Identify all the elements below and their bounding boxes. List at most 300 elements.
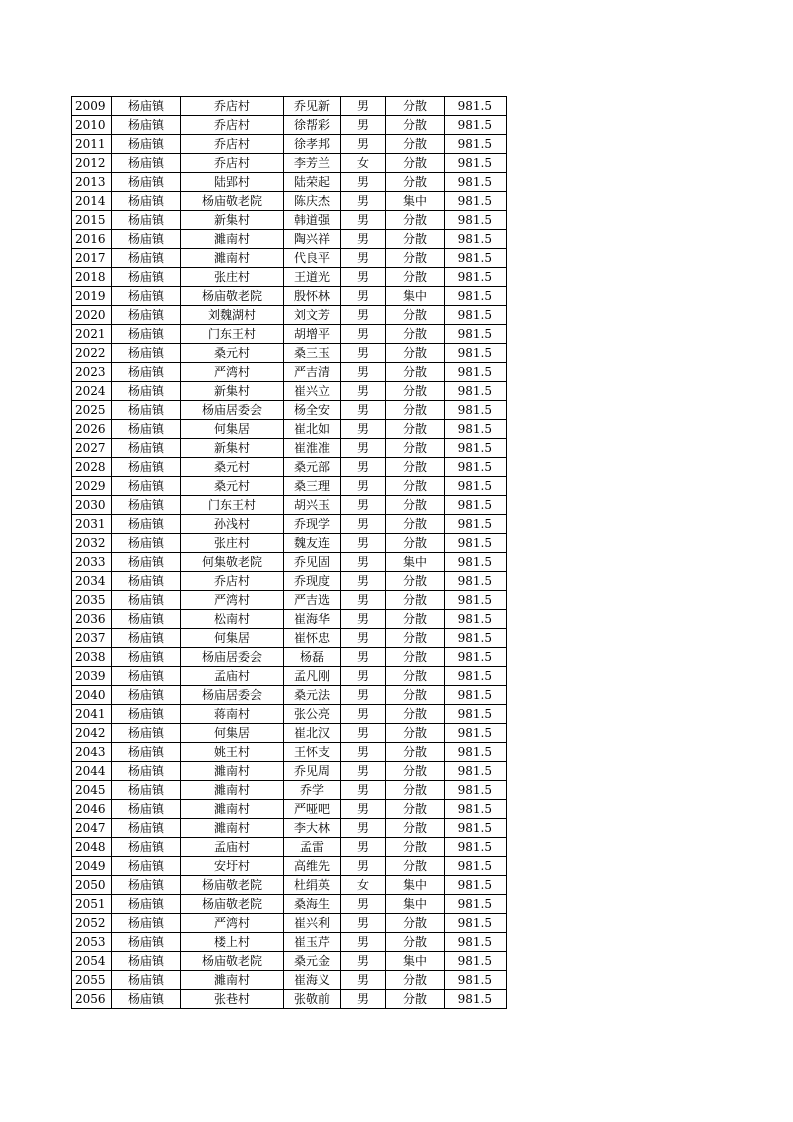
gender-cell: 男 <box>341 211 386 230</box>
name-cell: 乔见周 <box>284 762 341 781</box>
town-cell: 杨庙镇 <box>112 800 181 819</box>
village-cell: 桑元村 <box>181 458 284 477</box>
support-type-cell: 分散 <box>386 990 445 1009</box>
support-type-cell: 分散 <box>386 762 445 781</box>
name-cell: 桑三玉 <box>284 344 341 363</box>
village-cell: 杨庙敬老院 <box>181 876 284 895</box>
gender-cell: 男 <box>341 933 386 952</box>
gender-cell: 男 <box>341 496 386 515</box>
town-cell: 杨庙镇 <box>112 306 181 325</box>
amount-cell: 981.5 <box>445 458 507 477</box>
table-row <box>72 287 507 306</box>
table-row <box>72 420 507 439</box>
gender-cell: 男 <box>341 325 386 344</box>
amount-cell: 981.5 <box>445 648 507 667</box>
gender-cell: 男 <box>341 401 386 420</box>
support-type-cell: 分散 <box>386 819 445 838</box>
table-row <box>72 211 507 230</box>
town-cell: 杨庙镇 <box>112 781 181 800</box>
table-body <box>72 97 507 1009</box>
town-cell: 杨庙镇 <box>112 382 181 401</box>
name-cell: 杜绢英 <box>284 876 341 895</box>
table-row <box>72 496 507 515</box>
support-type-cell: 分散 <box>386 382 445 401</box>
table-row <box>72 686 507 705</box>
table-row <box>72 933 507 952</box>
town-cell: 杨庙镇 <box>112 743 181 762</box>
name-cell: 高维先 <box>284 857 341 876</box>
support-type-cell: 分散 <box>386 838 445 857</box>
row-number: 2014 <box>72 192 112 211</box>
table-row <box>72 971 507 990</box>
support-type-cell: 集中 <box>386 192 445 211</box>
gender-cell: 男 <box>341 781 386 800</box>
row-number: 2018 <box>72 268 112 287</box>
name-cell: 乔现度 <box>284 572 341 591</box>
row-number: 2013 <box>72 173 112 192</box>
support-type-cell: 分散 <box>386 173 445 192</box>
table-row <box>72 458 507 477</box>
village-cell: 蒋南村 <box>181 705 284 724</box>
town-cell: 杨庙镇 <box>112 572 181 591</box>
village-cell: 陆郢村 <box>181 173 284 192</box>
row-number: 2022 <box>72 344 112 363</box>
village-cell: 姚王村 <box>181 743 284 762</box>
support-type-cell: 分散 <box>386 686 445 705</box>
table-row <box>72 97 507 116</box>
town-cell: 杨庙镇 <box>112 363 181 382</box>
gender-cell: 男 <box>341 705 386 724</box>
village-cell: 张巷村 <box>181 990 284 1009</box>
table-row <box>72 990 507 1009</box>
amount-cell: 981.5 <box>445 591 507 610</box>
table-row <box>72 534 507 553</box>
town-cell: 杨庙镇 <box>112 211 181 230</box>
amount-cell: 981.5 <box>445 344 507 363</box>
support-type-cell: 分散 <box>386 420 445 439</box>
table-row <box>72 553 507 572</box>
row-number: 2047 <box>72 819 112 838</box>
table-row <box>72 838 507 857</box>
amount-cell: 981.5 <box>445 553 507 572</box>
town-cell: 杨庙镇 <box>112 154 181 173</box>
amount-cell: 981.5 <box>445 743 507 762</box>
village-cell: 濉南村 <box>181 971 284 990</box>
amount-cell: 981.5 <box>445 154 507 173</box>
village-cell: 严湾村 <box>181 591 284 610</box>
village-cell: 濉南村 <box>181 819 284 838</box>
support-type-cell: 集中 <box>386 895 445 914</box>
row-number: 2042 <box>72 724 112 743</box>
town-cell: 杨庙镇 <box>112 420 181 439</box>
gender-cell: 男 <box>341 249 386 268</box>
support-type-cell: 分散 <box>386 971 445 990</box>
row-number: 2048 <box>72 838 112 857</box>
support-type-cell: 集中 <box>386 287 445 306</box>
row-number: 2024 <box>72 382 112 401</box>
row-number: 2043 <box>72 743 112 762</box>
row-number: 2045 <box>72 781 112 800</box>
support-type-cell: 分散 <box>386 724 445 743</box>
town-cell: 杨庙镇 <box>112 724 181 743</box>
gender-cell: 男 <box>341 306 386 325</box>
village-cell: 杨庙居委会 <box>181 401 284 420</box>
name-cell: 崔兴立 <box>284 382 341 401</box>
village-cell: 桑元村 <box>181 344 284 363</box>
gender-cell: 男 <box>341 534 386 553</box>
amount-cell: 981.5 <box>445 705 507 724</box>
amount-cell: 981.5 <box>445 724 507 743</box>
amount-cell: 981.5 <box>445 857 507 876</box>
support-type-cell: 分散 <box>386 800 445 819</box>
row-number: 2020 <box>72 306 112 325</box>
town-cell: 杨庙镇 <box>112 952 181 971</box>
name-cell: 崔北汉 <box>284 724 341 743</box>
town-cell: 杨庙镇 <box>112 192 181 211</box>
table-row <box>72 648 507 667</box>
village-cell: 濉南村 <box>181 249 284 268</box>
name-cell: 孟雷 <box>284 838 341 857</box>
name-cell: 刘文芳 <box>284 306 341 325</box>
name-cell: 乔现学 <box>284 515 341 534</box>
name-cell: 崔北如 <box>284 420 341 439</box>
gender-cell: 男 <box>341 420 386 439</box>
town-cell: 杨庙镇 <box>112 268 181 287</box>
village-cell: 何集居 <box>181 724 284 743</box>
row-number: 2029 <box>72 477 112 496</box>
table-row <box>72 781 507 800</box>
table-row <box>72 895 507 914</box>
table-row <box>72 477 507 496</box>
table-row <box>72 515 507 534</box>
village-cell: 何集居 <box>181 420 284 439</box>
gender-cell: 男 <box>341 287 386 306</box>
row-number: 2033 <box>72 553 112 572</box>
table-row <box>72 724 507 743</box>
support-type-cell: 集中 <box>386 876 445 895</box>
row-number: 2035 <box>72 591 112 610</box>
support-type-cell: 集中 <box>386 553 445 572</box>
amount-cell: 981.5 <box>445 401 507 420</box>
town-cell: 杨庙镇 <box>112 477 181 496</box>
gender-cell: 男 <box>341 990 386 1009</box>
village-cell: 刘魏湖村 <box>181 306 284 325</box>
amount-cell: 981.5 <box>445 382 507 401</box>
village-cell: 张庄村 <box>181 534 284 553</box>
gender-cell: 男 <box>341 458 386 477</box>
support-type-cell: 分散 <box>386 667 445 686</box>
village-cell: 杨庙敬老院 <box>181 895 284 914</box>
amount-cell: 981.5 <box>445 990 507 1009</box>
village-cell: 乔店村 <box>181 97 284 116</box>
support-type-cell: 分散 <box>386 914 445 933</box>
village-cell: 楼上村 <box>181 933 284 952</box>
table-row <box>72 325 507 344</box>
row-number: 2034 <box>72 572 112 591</box>
gender-cell: 男 <box>341 629 386 648</box>
amount-cell: 981.5 <box>445 686 507 705</box>
name-cell: 徐帮彩 <box>284 116 341 135</box>
name-cell: 桑海生 <box>284 895 341 914</box>
table-row <box>72 230 507 249</box>
row-number: 2050 <box>72 876 112 895</box>
amount-cell: 981.5 <box>445 97 507 116</box>
row-number: 2012 <box>72 154 112 173</box>
gender-cell: 男 <box>341 857 386 876</box>
town-cell: 杨庙镇 <box>112 287 181 306</box>
gender-cell: 男 <box>341 971 386 990</box>
support-type-cell: 分散 <box>386 572 445 591</box>
amount-cell: 981.5 <box>445 819 507 838</box>
support-type-cell: 分散 <box>386 534 445 553</box>
table-row <box>72 591 507 610</box>
support-type-cell: 分散 <box>386 629 445 648</box>
amount-cell: 981.5 <box>445 914 507 933</box>
name-cell: 孟凡刚 <box>284 667 341 686</box>
support-type-cell: 分散 <box>386 363 445 382</box>
row-number: 2051 <box>72 895 112 914</box>
row-number: 2046 <box>72 800 112 819</box>
town-cell: 杨庙镇 <box>112 439 181 458</box>
gender-cell: 女 <box>341 154 386 173</box>
table-row <box>72 249 507 268</box>
name-cell: 魏友连 <box>284 534 341 553</box>
support-type-cell: 分散 <box>386 439 445 458</box>
row-number: 2054 <box>72 952 112 971</box>
village-cell: 新集村 <box>181 211 284 230</box>
name-cell: 崔玉芹 <box>284 933 341 952</box>
name-cell: 张公亮 <box>284 705 341 724</box>
support-type-cell: 分散 <box>386 154 445 173</box>
gender-cell: 女 <box>341 876 386 895</box>
gender-cell: 男 <box>341 743 386 762</box>
row-number: 2055 <box>72 971 112 990</box>
town-cell: 杨庙镇 <box>112 762 181 781</box>
name-cell: 张敬前 <box>284 990 341 1009</box>
support-type-cell: 分散 <box>386 515 445 534</box>
row-number: 2037 <box>72 629 112 648</box>
amount-cell: 981.5 <box>445 211 507 230</box>
name-cell: 崔怀忠 <box>284 629 341 648</box>
support-type-cell: 分散 <box>386 857 445 876</box>
name-cell: 严吉清 <box>284 363 341 382</box>
table-row <box>72 401 507 420</box>
town-cell: 杨庙镇 <box>112 876 181 895</box>
row-number: 2053 <box>72 933 112 952</box>
name-cell: 胡兴玉 <box>284 496 341 515</box>
name-cell: 陶兴祥 <box>284 230 341 249</box>
village-cell: 乔店村 <box>181 116 284 135</box>
name-cell: 崔海华 <box>284 610 341 629</box>
support-type-cell: 分散 <box>386 496 445 515</box>
amount-cell: 981.5 <box>445 477 507 496</box>
town-cell: 杨庙镇 <box>112 648 181 667</box>
amount-cell: 981.5 <box>445 116 507 135</box>
amount-cell: 981.5 <box>445 420 507 439</box>
town-cell: 杨庙镇 <box>112 230 181 249</box>
gender-cell: 男 <box>341 230 386 249</box>
amount-cell: 981.5 <box>445 439 507 458</box>
name-cell: 胡增平 <box>284 325 341 344</box>
gender-cell: 男 <box>341 439 386 458</box>
town-cell: 杨庙镇 <box>112 344 181 363</box>
gender-cell: 男 <box>341 895 386 914</box>
gender-cell: 男 <box>341 648 386 667</box>
table-row <box>72 173 507 192</box>
support-type-cell: 分散 <box>386 211 445 230</box>
name-cell: 崔海义 <box>284 971 341 990</box>
name-cell: 崔淮准 <box>284 439 341 458</box>
name-cell: 桑三理 <box>284 477 341 496</box>
row-number: 2028 <box>72 458 112 477</box>
name-cell: 乔学 <box>284 781 341 800</box>
village-cell: 孟庙村 <box>181 667 284 686</box>
amount-cell: 981.5 <box>445 515 507 534</box>
support-type-cell: 分散 <box>386 268 445 287</box>
table-row <box>72 192 507 211</box>
support-type-cell: 分散 <box>386 458 445 477</box>
gender-cell: 男 <box>341 553 386 572</box>
village-cell: 濉南村 <box>181 230 284 249</box>
town-cell: 杨庙镇 <box>112 173 181 192</box>
gender-cell: 男 <box>341 914 386 933</box>
gender-cell: 男 <box>341 477 386 496</box>
row-number: 2019 <box>72 287 112 306</box>
village-cell: 孟庙村 <box>181 838 284 857</box>
table-row <box>72 116 507 135</box>
amount-cell: 981.5 <box>445 287 507 306</box>
table-row <box>72 363 507 382</box>
village-cell: 乔店村 <box>181 572 284 591</box>
town-cell: 杨庙镇 <box>112 895 181 914</box>
row-number: 2031 <box>72 515 112 534</box>
support-type-cell: 分散 <box>386 230 445 249</box>
row-number: 2039 <box>72 667 112 686</box>
name-cell: 崔兴利 <box>284 914 341 933</box>
support-type-cell: 分散 <box>386 116 445 135</box>
village-cell: 濉南村 <box>181 781 284 800</box>
village-cell: 孙浅村 <box>181 515 284 534</box>
town-cell: 杨庙镇 <box>112 97 181 116</box>
row-number: 2021 <box>72 325 112 344</box>
village-cell: 张庄村 <box>181 268 284 287</box>
amount-cell: 981.5 <box>445 933 507 952</box>
village-cell: 新集村 <box>181 382 284 401</box>
support-type-cell: 分散 <box>386 97 445 116</box>
gender-cell: 男 <box>341 135 386 154</box>
table-row <box>72 344 507 363</box>
table-row <box>72 135 507 154</box>
village-cell: 杨庙敬老院 <box>181 952 284 971</box>
gender-cell: 男 <box>341 667 386 686</box>
amount-cell: 981.5 <box>445 781 507 800</box>
table-row <box>72 876 507 895</box>
village-cell: 濉南村 <box>181 762 284 781</box>
amount-cell: 981.5 <box>445 762 507 781</box>
table-row <box>72 154 507 173</box>
village-cell: 安圩村 <box>181 857 284 876</box>
amount-cell: 981.5 <box>445 971 507 990</box>
row-number: 2017 <box>72 249 112 268</box>
village-cell: 门东王村 <box>181 496 284 515</box>
town-cell: 杨庙镇 <box>112 629 181 648</box>
name-cell: 代良平 <box>284 249 341 268</box>
village-cell: 杨庙敬老院 <box>181 287 284 306</box>
town-cell: 杨庙镇 <box>112 553 181 572</box>
village-cell: 新集村 <box>181 439 284 458</box>
table-row <box>72 800 507 819</box>
row-number: 2026 <box>72 420 112 439</box>
gender-cell: 男 <box>341 572 386 591</box>
village-cell: 乔店村 <box>181 154 284 173</box>
support-type-cell: 分散 <box>386 781 445 800</box>
gender-cell: 男 <box>341 610 386 629</box>
name-cell: 殷怀林 <box>284 287 341 306</box>
name-cell: 陈庆杰 <box>284 192 341 211</box>
gender-cell: 男 <box>341 591 386 610</box>
table-row <box>72 268 507 287</box>
amount-cell: 981.5 <box>445 173 507 192</box>
table-row <box>72 705 507 724</box>
amount-cell: 981.5 <box>445 230 507 249</box>
village-cell: 门东王村 <box>181 325 284 344</box>
row-number: 2032 <box>72 534 112 553</box>
name-cell: 徐孝邦 <box>284 135 341 154</box>
support-type-cell: 分散 <box>386 648 445 667</box>
name-cell: 李大林 <box>284 819 341 838</box>
town-cell: 杨庙镇 <box>112 116 181 135</box>
gender-cell: 男 <box>341 762 386 781</box>
town-cell: 杨庙镇 <box>112 971 181 990</box>
amount-cell: 981.5 <box>445 610 507 629</box>
name-cell: 杨全安 <box>284 401 341 420</box>
amount-cell: 981.5 <box>445 363 507 382</box>
amount-cell: 981.5 <box>445 192 507 211</box>
amount-cell: 981.5 <box>445 895 507 914</box>
support-type-cell: 分散 <box>386 591 445 610</box>
town-cell: 杨庙镇 <box>112 914 181 933</box>
village-cell: 濉南村 <box>181 800 284 819</box>
amount-cell: 981.5 <box>445 572 507 591</box>
town-cell: 杨庙镇 <box>112 591 181 610</box>
support-type-cell: 分散 <box>386 306 445 325</box>
table-row <box>72 857 507 876</box>
town-cell: 杨庙镇 <box>112 458 181 477</box>
table-row <box>72 762 507 781</box>
town-cell: 杨庙镇 <box>112 933 181 952</box>
town-cell: 杨庙镇 <box>112 401 181 420</box>
support-type-cell: 分散 <box>386 933 445 952</box>
town-cell: 杨庙镇 <box>112 496 181 515</box>
row-number: 2052 <box>72 914 112 933</box>
gender-cell: 男 <box>341 116 386 135</box>
amount-cell: 981.5 <box>445 306 507 325</box>
table-row <box>72 914 507 933</box>
row-number: 2049 <box>72 857 112 876</box>
amount-cell: 981.5 <box>445 800 507 819</box>
gender-cell: 男 <box>341 97 386 116</box>
name-cell: 王道光 <box>284 268 341 287</box>
town-cell: 杨庙镇 <box>112 857 181 876</box>
gender-cell: 男 <box>341 173 386 192</box>
amount-cell: 981.5 <box>445 534 507 553</box>
amount-cell: 981.5 <box>445 838 507 857</box>
amount-cell: 981.5 <box>445 135 507 154</box>
town-cell: 杨庙镇 <box>112 819 181 838</box>
support-type-cell: 分散 <box>386 401 445 420</box>
support-type-cell: 分散 <box>386 325 445 344</box>
village-cell: 何集居 <box>181 629 284 648</box>
